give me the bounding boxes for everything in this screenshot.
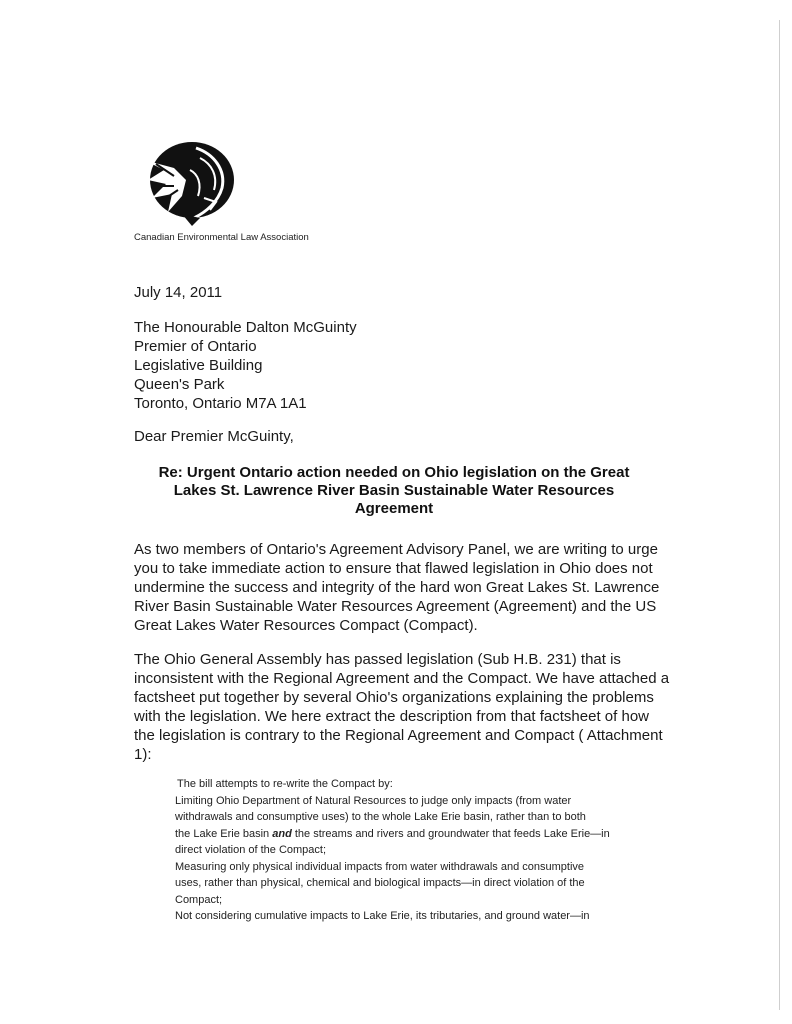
paragraph-line: inconsistent with the Regional Agreement and the Compact. We have attached a xyxy=(134,670,670,687)
paragraph-line: As two members of Ontario's Agreement Advisory Panel, we are writing to urge xyxy=(134,541,658,558)
paragraph-line: with the legislation. We here extract the description from that factsheet of how xyxy=(134,708,649,725)
salutation: Dear Premier McGuinty, xyxy=(134,428,294,445)
paragraph-line: factsheet put together by several Ohio's organizations explaining the problems xyxy=(134,689,654,706)
excerpt-line xyxy=(175,826,685,843)
body-paragraph-2 xyxy=(134,650,674,764)
excerpt-line: withdrawals and consumptive uses) to the whole Lake Erie basin, rather than to both xyxy=(175,811,586,823)
letter-date: July 14, 2011 xyxy=(134,284,223,301)
excerpt-intro: The bill attempts to re-write the Compact by: xyxy=(177,778,393,790)
body-paragraph-1 xyxy=(134,540,674,635)
recipient-building: Legislative Building xyxy=(134,357,263,374)
excerpt-text: the streams and rivers and groundwater that feeds Lake Erie—in xyxy=(291,827,610,840)
subject-line-1: Re: Urgent Ontario action needed on Ohio legislation on the Great xyxy=(158,464,630,481)
organization-name: Canadian Environmental Law Association xyxy=(134,232,309,243)
paragraph-line: you to take immediate action to ensure that flawed legislation in Ohio does not xyxy=(134,560,653,577)
subject-line-3: Agreement xyxy=(354,500,434,517)
excerpt-text: the Lake Erie basin xyxy=(175,827,273,840)
excerpt-line: Measuring only physical individual impacts from water withdrawals and consumptive xyxy=(175,860,585,873)
recipient-street: Queen's Park xyxy=(134,376,225,393)
paragraph-line: River Basin Sustainable Water Resources Agreement (Agreement) and the US xyxy=(134,598,657,615)
recipient-address xyxy=(134,318,357,413)
excerpt-line: Not considering cumulative impacts to Lake Erie, its tributaries, and ground water—in xyxy=(175,910,590,922)
subject-line xyxy=(134,464,654,518)
recipient-title: Premier of Ontario xyxy=(134,338,257,355)
paragraph-line: the legislation is contrary to the Regional Agreement and Compact ( Attachment xyxy=(134,727,663,744)
paragraph-line: Great Lakes Water Resources Compact (Compact). xyxy=(134,617,478,634)
excerpt-line: Compact; xyxy=(175,893,223,906)
recipient-name: The Honourable Dalton McGuinty xyxy=(134,319,357,336)
scan-edge-line xyxy=(779,20,780,1010)
leaf-face-woodcut-icon xyxy=(134,140,236,228)
recipient-city: Toronto, Ontario M7A 1A1 xyxy=(134,395,307,412)
paragraph-line: undermine the success and integrity of the hard won Great Lakes St. Lawrence xyxy=(134,579,660,596)
excerpt-line: Limiting Ohio Department of Natural Resources to judge only impacts (from water xyxy=(175,794,572,807)
subject-line-2: Lakes St. Lawrence River Basin Sustainable Water Resources xyxy=(173,482,615,499)
excerpt-line: uses, rather than physical, chemical and biological impacts—in direct violation of the xyxy=(175,877,585,889)
factsheet-excerpt xyxy=(175,776,685,925)
paragraph-line: The Ohio General Assembly has passed legislation (Sub H.B. 231) that is xyxy=(134,651,621,668)
excerpt-emphasis: and xyxy=(272,827,292,840)
paragraph-line: 1): xyxy=(134,746,152,763)
excerpt-line: direct violation of the Compact; xyxy=(175,844,327,856)
